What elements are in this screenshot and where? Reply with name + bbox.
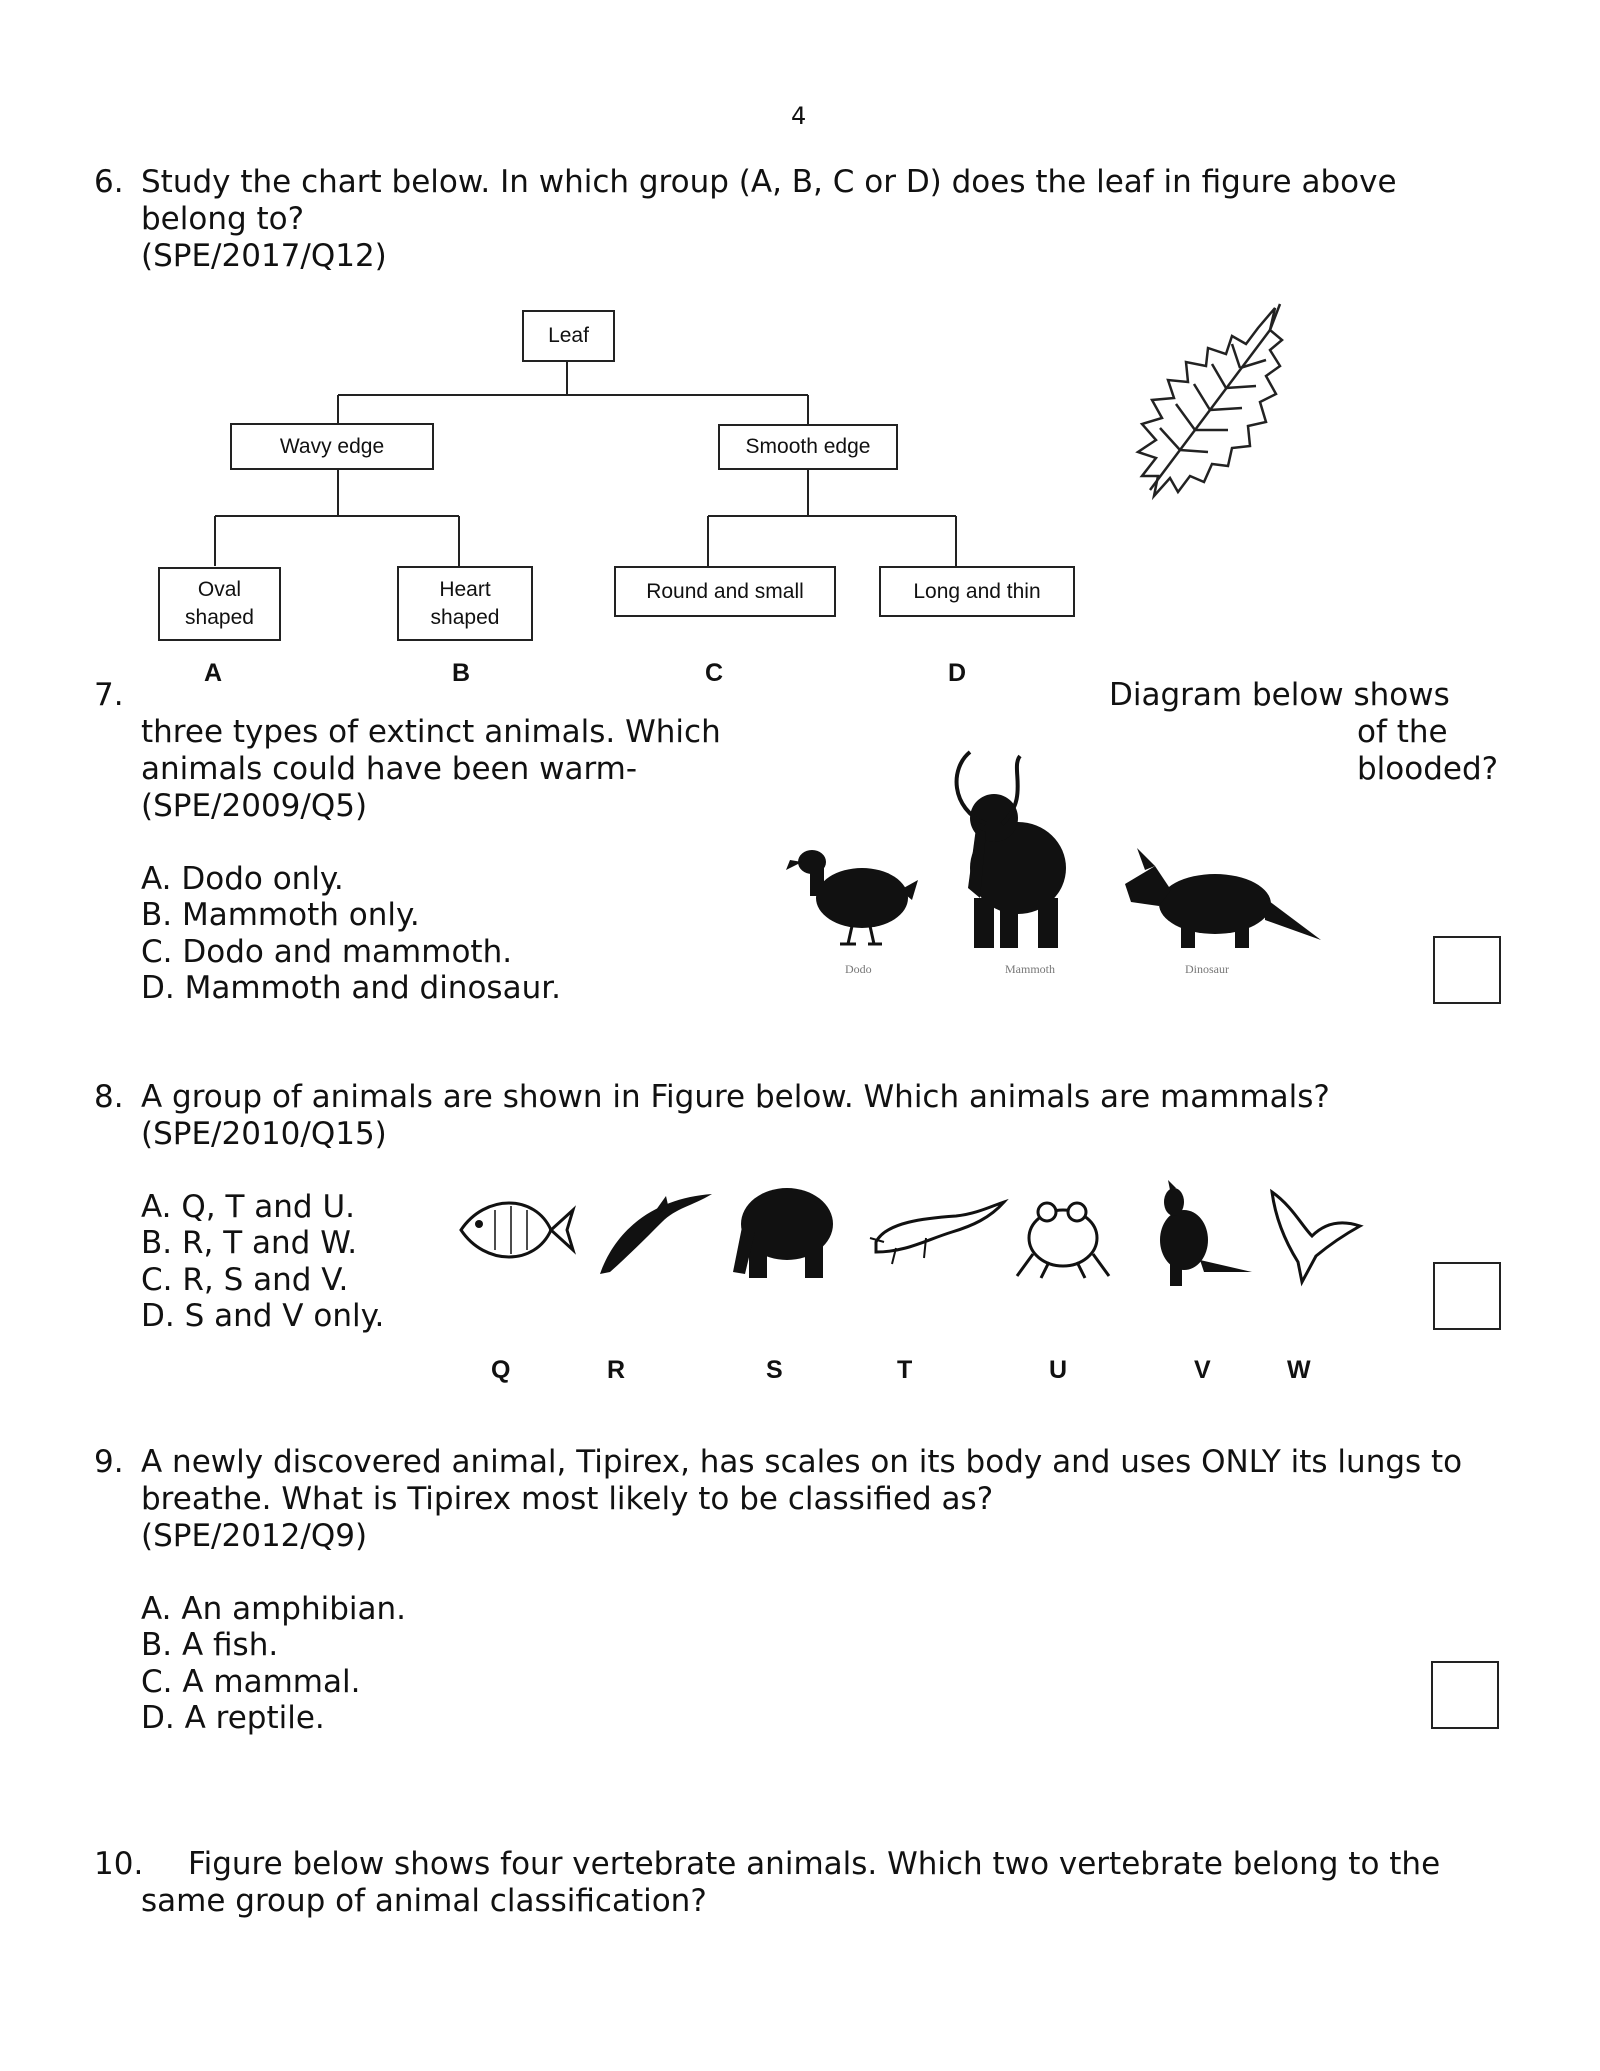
frog-icon — [1013, 1190, 1113, 1280]
node-wavy-edge: Wavy edge — [230, 423, 434, 470]
q8-option-c: C. R, S and V. — [141, 1262, 349, 1298]
leaf-illustration — [1120, 300, 1300, 520]
node-oval-shaped — [158, 567, 281, 641]
node-long-thin: Long and thin — [879, 566, 1075, 617]
dolphin-icon — [596, 1188, 716, 1278]
caption-dinosaur: Dinosaur — [1185, 962, 1229, 976]
oval-line1: Oval — [197, 578, 242, 601]
q8-number: 8. — [94, 1079, 124, 1115]
q7-answer-box[interactable] — [1433, 936, 1501, 1004]
node-heart-shaped — [397, 566, 533, 641]
node-smooth-edge: Smooth edge — [718, 424, 898, 470]
q10-line1: Figure below shows four vertebrate animals. Which two vertebrate belong to the — [188, 1846, 1441, 1882]
dinosaur-icon — [1115, 840, 1325, 960]
q7-option-c: C. Dodo and mammoth. — [141, 934, 513, 970]
q9-answer-box[interactable] — [1431, 1661, 1499, 1729]
q7-line1-right: Diagram below shows — [1109, 677, 1450, 713]
dodo-icon — [782, 840, 922, 950]
group-label-a: A — [204, 659, 223, 687]
group-label-d: D — [948, 659, 967, 687]
kangaroo-icon — [1144, 1180, 1254, 1290]
animal-label-v: V — [1194, 1356, 1211, 1384]
q7-option-b: B. Mammoth only. — [141, 897, 420, 933]
q10-number: 10. — [94, 1846, 144, 1882]
crocodile-icon — [866, 1192, 1006, 1272]
animal-label-q: Q — [491, 1356, 511, 1384]
q10-line2: same group of animal classification? — [141, 1883, 707, 1919]
animal-label-u: U — [1049, 1356, 1068, 1384]
q6-line1: Study the chart below. In which group (A, B, C or D) does the leaf in figure above — [141, 164, 1397, 200]
q9-option-d: D. A reptile. — [141, 1700, 325, 1736]
q7-number: 7. — [94, 677, 124, 713]
elephant-icon — [727, 1182, 837, 1282]
q9-line1: A newly discovered animal, Tipirex, has scales on its body and uses ONLY its lungs to — [141, 1444, 1463, 1480]
q7-line2-right: of the — [1357, 714, 1448, 750]
caption-dodo: Dodo — [845, 962, 872, 976]
q7-line3-left: animals could have been warm- — [141, 751, 638, 787]
q6-line2: belong to? — [141, 201, 305, 237]
group-label-b: B — [452, 659, 471, 687]
caption-mammoth: Mammoth — [1005, 962, 1055, 976]
q8-option-d: D. S and V only. — [141, 1298, 385, 1334]
group-label-c: C — [705, 659, 724, 687]
q8-line1: A group of animals are shown in Figure below. Which animals are mammals? — [141, 1079, 1330, 1115]
q9-option-a: A. An amphibian. — [141, 1591, 406, 1627]
q7-line3-right: blooded? — [1357, 751, 1499, 787]
q9-option-c: C. A mammal. — [141, 1664, 361, 1700]
q7-option-d: D. Mammoth and dinosaur. — [141, 970, 561, 1006]
q9-number: 9. — [94, 1444, 124, 1480]
q8-option-a: A. Q, T and U. — [141, 1189, 355, 1225]
q7-line2-left: three types of extinct animals. Which — [141, 714, 721, 750]
animal-label-w: W — [1287, 1356, 1311, 1384]
animal-label-r: R — [607, 1356, 626, 1384]
q7-source: (SPE/2009/Q5) — [141, 788, 368, 824]
q9-source: (SPE/2012/Q9) — [141, 1518, 368, 1554]
mammoth-icon — [940, 748, 1100, 958]
q8-option-b: B. R, T and W. — [141, 1225, 358, 1261]
q7-option-a: A. Dodo only. — [141, 861, 344, 897]
animal-label-t: T — [897, 1356, 913, 1384]
bird-icon — [1262, 1186, 1362, 1286]
q8-answer-box[interactable] — [1433, 1262, 1501, 1330]
page-number: 4 — [791, 102, 807, 130]
q6-source: (SPE/2017/Q12) — [141, 238, 387, 274]
node-round-small: Round and small — [614, 566, 836, 617]
heart-line2: shaped — [430, 605, 500, 629]
fish-icon — [455, 1190, 575, 1270]
node-leaf: Leaf — [522, 310, 615, 362]
q8-source: (SPE/2010/Q15) — [141, 1116, 387, 1152]
heart-line1: Heart — [439, 577, 491, 601]
q9-line2: breathe. What is Tipirex most likely to be classified as? — [141, 1481, 994, 1517]
animal-label-s: S — [766, 1356, 783, 1384]
q6-number: 6. — [94, 164, 124, 200]
oval-line2: shaped — [185, 606, 254, 629]
q9-option-b: B. A fish. — [141, 1627, 279, 1663]
